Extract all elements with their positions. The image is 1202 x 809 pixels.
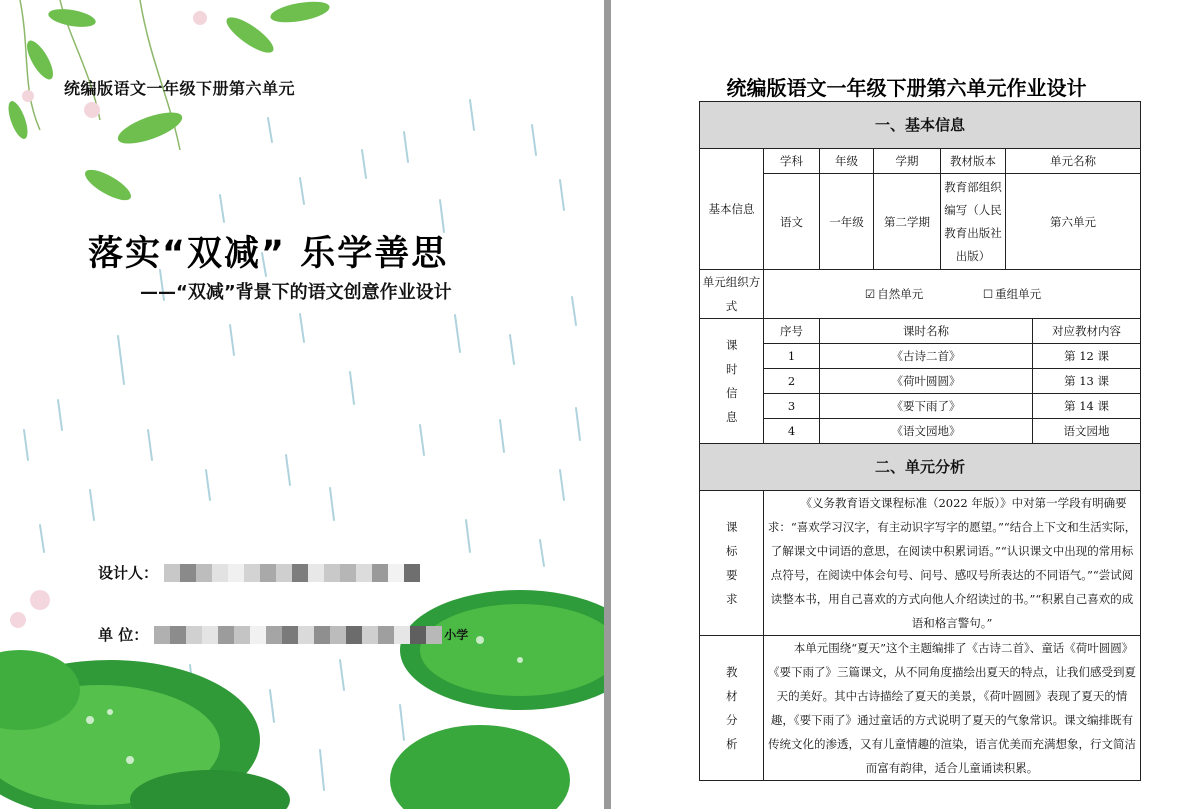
lesson-header-content: 对应教材内容	[1033, 319, 1141, 344]
lesson-content: 语文园地	[1033, 419, 1141, 444]
designer-label: 设计人：	[98, 564, 159, 582]
design-sheet-page	[611, 0, 1202, 809]
value-unit-name: 第六单元	[1006, 174, 1141, 270]
info-table	[699, 101, 1141, 781]
header-edition: 教材版本	[941, 149, 1006, 174]
lesson-no: 2	[764, 369, 820, 394]
header-grade: 年级	[820, 149, 874, 174]
lesson-no: 3	[764, 394, 820, 419]
checked-box-icon: ☑	[864, 287, 876, 301]
section1-title: 一、基本信息	[700, 102, 1141, 149]
value-term: 第二学期	[874, 174, 941, 270]
standard-label: 课标要求	[700, 491, 764, 636]
regroup-unit-label: 重组单元	[995, 287, 1042, 301]
header-unit-name: 单元名称	[1006, 149, 1141, 174]
lesson-name: 《要下雨了》	[820, 394, 1033, 419]
unit-label: 单 位：	[98, 626, 149, 644]
document-title: 统编版语文一年级下册第六单元作业设计	[726, 76, 1087, 100]
org-label: 单元组织方式	[700, 270, 764, 319]
textbook-label: 教材分析	[700, 636, 764, 781]
table-row	[700, 344, 1141, 369]
lesson-name: 《荷叶圆圆》	[820, 369, 1033, 394]
cover-subtitle: ——“双减”背景下的语文创意作业设计	[140, 282, 452, 303]
lesson-no: 1	[764, 344, 820, 369]
lesson-name: 《语文园地》	[820, 419, 1033, 444]
cover-title: 落实“双减” 乐学善思	[88, 234, 449, 274]
natural-unit-label: 自然单元	[877, 287, 924, 301]
cover-header: 统编版语文一年级下册第六单元	[64, 79, 296, 98]
textbook-row	[700, 636, 1141, 781]
standard-text: 《义务教育语文课程标准（2022 年版）》中对第一学段有明确要求：“喜欢学习汉字，有主动识字写字的愿望。”“结合上下文和生活实际，了解课文中词语的意思，在阅读中积累词语。”“认识课文中出现的常用标点符号，在阅读中体会句号、问号、感叹号所表达的不同语气。”“尝试阅读整本书，用自己喜欢的方式向他人介绍读过的书。”“积累自己喜欢的成语和格言警句。”	[764, 491, 1141, 636]
section2-title: 二、单元分析	[700, 444, 1141, 491]
section1-row	[700, 102, 1141, 149]
standard-row	[700, 491, 1141, 636]
lesson-header-row	[700, 319, 1141, 344]
lesson-header-no: 序号	[764, 319, 820, 344]
lesson-content: 第 12 课	[1033, 344, 1141, 369]
lesson-name: 《古诗二首》	[820, 344, 1033, 369]
designer-field	[98, 562, 420, 583]
table-row	[700, 394, 1141, 419]
org-options	[764, 270, 1141, 319]
table-row	[700, 369, 1141, 394]
designer-redacted	[164, 564, 420, 582]
lesson-header-name: 课时名称	[820, 319, 1033, 344]
section2-row	[700, 444, 1141, 491]
lesson-info-label: 课时信息	[700, 319, 764, 444]
lesson-no: 4	[764, 419, 820, 444]
page-divider	[604, 0, 611, 809]
unchecked-box-icon: ☐	[982, 287, 994, 301]
basic-values-row	[700, 174, 1141, 270]
natural-unit-option	[863, 287, 927, 301]
value-subject: 语文	[764, 174, 820, 270]
value-edition: 教育部组织编写（人民教育出版社出版）	[941, 174, 1006, 270]
header-term: 学期	[874, 149, 941, 174]
table-row	[700, 419, 1141, 444]
lesson-content: 第 14 课	[1033, 394, 1141, 419]
basic-header-row	[700, 149, 1141, 174]
basic-info-label: 基本信息	[700, 149, 764, 270]
regroup-unit-option	[981, 287, 1041, 301]
org-row	[700, 270, 1141, 319]
unit-redacted	[154, 626, 442, 644]
lesson-content: 第 13 课	[1033, 369, 1141, 394]
unit-suffix: 小学	[444, 628, 469, 642]
header-subject: 学科	[764, 149, 820, 174]
value-grade: 一年级	[820, 174, 874, 270]
textbook-text: 本单元围绕“夏天”这个主题编排了《古诗二首》、童话《荷叶圆圆》《要下雨了》三篇课文，从不同角度描绘出夏天的特点，让我们感受到夏天的美好。其中古诗描绘了夏天的美景，《荷叶圆圆》表现了夏天的情趣，《要下雨了》通过童话的方式说明了夏天的气象常识。课文编排既有传统文化的渗透，又有儿童情趣的渲染，语言优美而充满想象，行文简洁而富有韵律，适合儿童诵读积累。	[764, 636, 1141, 781]
unit-field	[98, 624, 468, 645]
